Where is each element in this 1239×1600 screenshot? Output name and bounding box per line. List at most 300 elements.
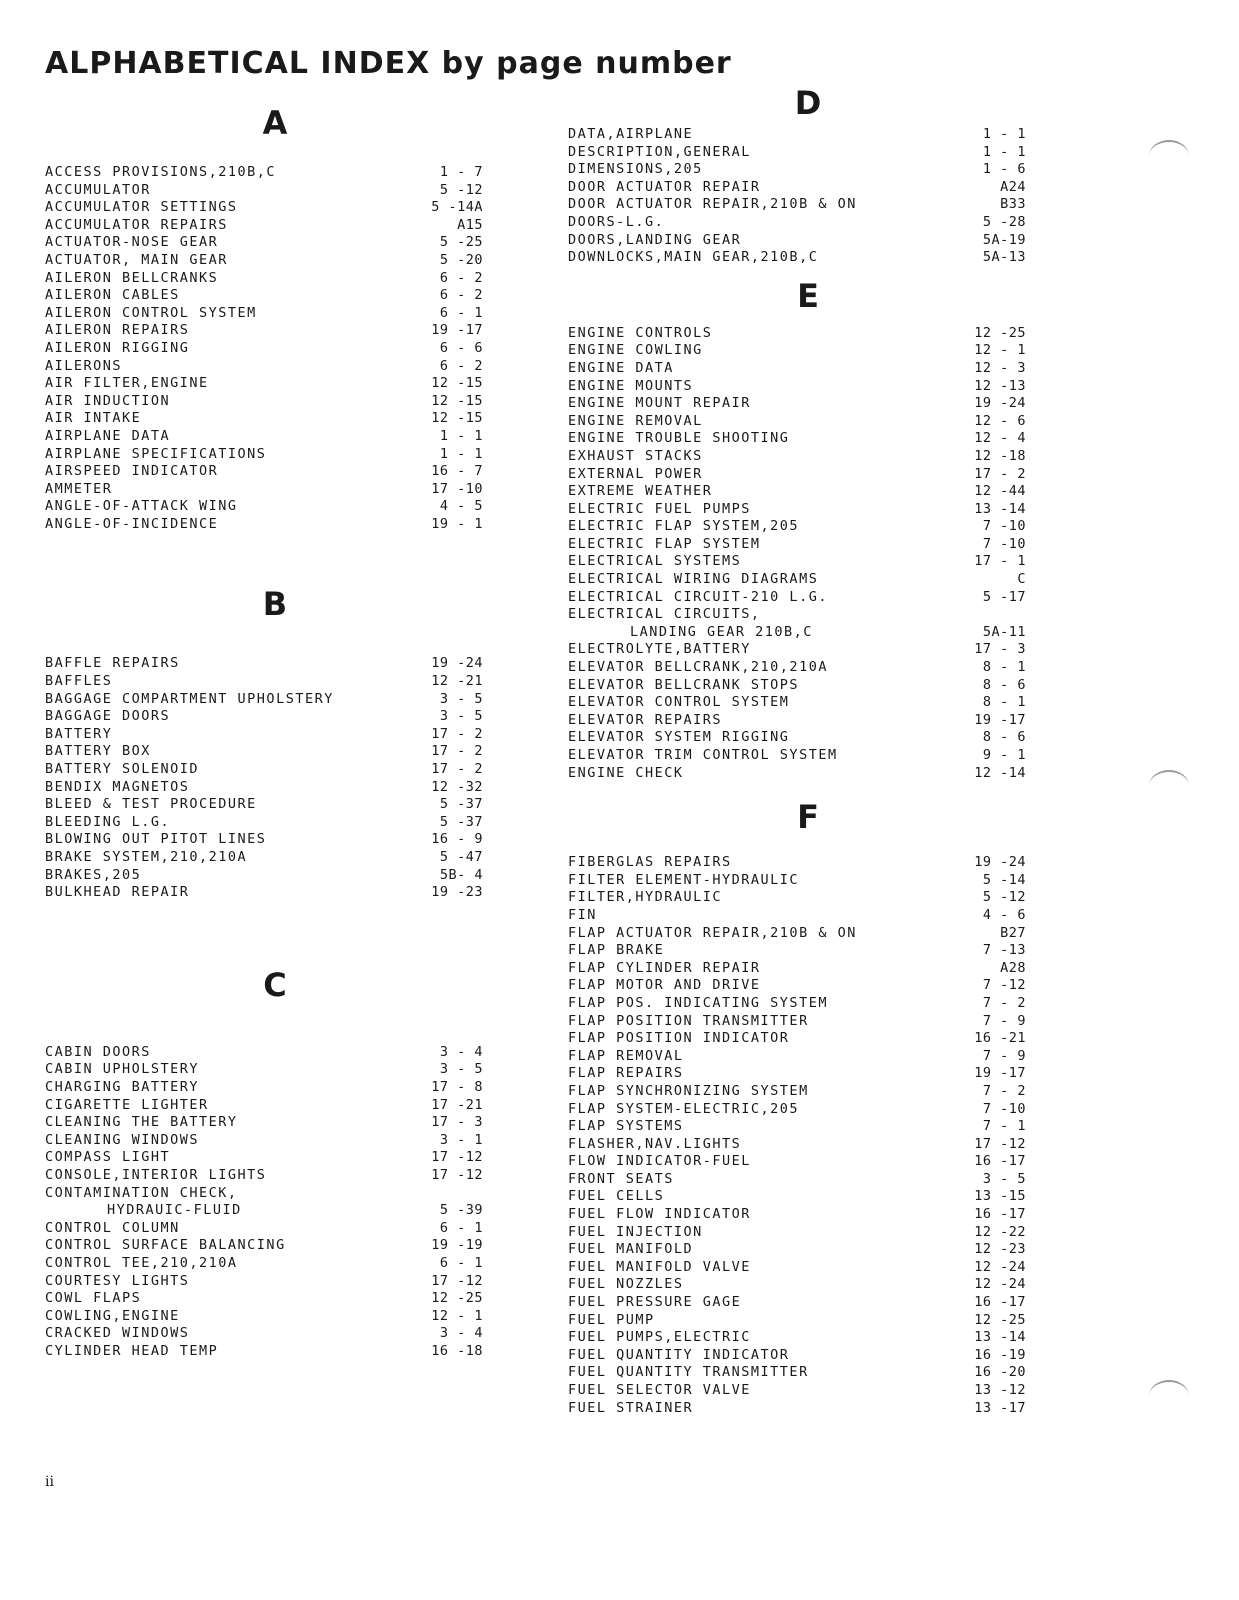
index-list-f	[568, 854, 1028, 1417]
index-page-ref: 17 - 2	[974, 465, 1026, 482]
index-entry	[568, 126, 1028, 144]
index-term: ELECTRICAL SYSTEMS	[568, 553, 742, 570]
index-term: AIR INDUCTION	[45, 392, 171, 409]
index-page-ref: 12 -23	[974, 1241, 1026, 1258]
index-entry	[568, 536, 1028, 554]
index-entry	[45, 234, 505, 252]
index-term: COMPASS LIGHT	[45, 1149, 171, 1166]
index-entry	[568, 1118, 1028, 1136]
index-page-ref: 5B- 4	[439, 866, 483, 883]
index-term: ELEVATOR TRIM CONTROL SYSTEM	[568, 747, 838, 763]
index-page-ref: 17 - 1	[974, 553, 1026, 570]
index-page-ref: 8 - 6	[982, 729, 1026, 746]
index-page-ref: 6 - 2	[439, 357, 483, 374]
index-term: ACTUATOR-NOSE GEAR	[45, 234, 219, 251]
index-term: FILTER ELEMENT-HYDRAULIC	[568, 871, 800, 888]
index-entry	[568, 1013, 1028, 1031]
index-page-ref: 13 -14	[974, 500, 1026, 517]
index-page-ref: B33	[1000, 196, 1026, 213]
index-term: FUEL FLOW INDICATOR	[568, 1206, 751, 1223]
index-page-ref: 17 -10	[431, 480, 483, 497]
index-term: FLASHER,NAV.LIGHTS	[568, 1135, 742, 1152]
index-term: HYDRAUIC-FLUID	[107, 1202, 242, 1219]
index-page-ref: 1 - 1	[982, 126, 1026, 142]
index-entry	[45, 1061, 505, 1079]
index-page-ref: 17 - 2	[431, 743, 483, 760]
index-page-ref: 5 -25	[439, 234, 483, 251]
index-page-ref: 8 - 1	[982, 659, 1026, 676]
index-term: ACTUATOR, MAIN GEAR	[45, 251, 228, 268]
index-list-c	[45, 1044, 505, 1361]
index-term: FLAP POSITION TRANSMITTER	[568, 1012, 809, 1029]
index-entry	[45, 691, 505, 709]
index-entry	[45, 182, 505, 200]
index-page-ref: 16 -17	[974, 1206, 1026, 1223]
index-entry	[45, 1132, 505, 1150]
index-entry	[568, 1312, 1028, 1330]
index-term: ENGINE MOUNT REPAIR	[568, 395, 751, 412]
index-page-ref: 4 - 5	[439, 498, 483, 515]
index-entry	[568, 214, 1028, 232]
index-page-ref: A28	[1000, 959, 1026, 976]
index-entry	[45, 498, 505, 516]
index-term: AIR FILTER,ENGINE	[45, 375, 209, 392]
index-term: ELEVATOR REPAIRS	[568, 711, 723, 728]
index-list-e	[568, 325, 1028, 782]
index-entry	[45, 1255, 505, 1273]
index-entry	[568, 641, 1028, 659]
index-page-ref: 12 -25	[974, 324, 1026, 341]
index-page-ref: 12 -13	[974, 377, 1026, 394]
index-page-ref: 6 - 1	[439, 1254, 483, 1271]
index-page-ref: 5 -20	[439, 251, 483, 268]
index-entry	[568, 378, 1028, 396]
index-entry	[568, 729, 1028, 747]
index-page-ref: B27	[1000, 924, 1026, 941]
index-entry	[45, 1308, 505, 1326]
index-page-ref: 7 - 2	[982, 994, 1026, 1011]
index-entry	[568, 196, 1028, 214]
index-entry	[568, 624, 1028, 642]
index-entry	[568, 342, 1028, 360]
index-list-a	[45, 164, 505, 533]
index-term: CABIN DOORS	[45, 1043, 151, 1060]
index-page-ref: C	[1017, 571, 1026, 588]
index-entry	[568, 1206, 1028, 1224]
index-entry	[568, 694, 1028, 712]
index-entry	[568, 571, 1028, 589]
index-term: FIBERGLAS REPAIRS	[568, 854, 732, 871]
index-page-ref: 16 -19	[974, 1346, 1026, 1363]
index-entry	[568, 1347, 1028, 1365]
index-term: AILERON BELLCRANKS	[45, 269, 219, 286]
index-entry	[45, 1079, 505, 1097]
index-entry	[568, 765, 1028, 783]
index-term: DIMENSIONS,205	[568, 161, 703, 178]
index-page-ref: 7 -13	[982, 942, 1026, 959]
index-page-ref: 12 -15	[431, 410, 483, 427]
index-page-ref: A15	[457, 216, 483, 233]
index-page-ref: 16 -18	[431, 1342, 483, 1359]
index-entry	[45, 270, 505, 288]
index-page-ref: 19 -24	[431, 655, 483, 672]
index-entry	[45, 410, 505, 428]
index-term: FLAP REMOVAL	[568, 1047, 684, 1064]
binder-hole-mark	[1149, 1380, 1189, 1412]
index-entry	[45, 831, 505, 849]
index-term: ACCUMULATOR	[45, 181, 151, 198]
section-letter-d: D	[794, 84, 822, 122]
index-entry	[45, 673, 505, 691]
index-term: CLEANING THE BATTERY	[45, 1114, 238, 1131]
index-entry	[568, 925, 1028, 943]
index-page-ref: 9 - 1	[982, 747, 1026, 763]
index-entry	[568, 395, 1028, 413]
index-page-ref: 8 - 1	[982, 694, 1026, 711]
index-term: EXHAUST STACKS	[568, 447, 703, 464]
index-term: ANGLE-OF-ATTACK WING	[45, 498, 238, 515]
index-page-ref: 13 -17	[974, 1399, 1026, 1416]
index-page-ref: 7 - 2	[982, 1082, 1026, 1099]
index-entry	[568, 144, 1028, 162]
index-term: CONTROL TEE,210,210A	[45, 1254, 238, 1271]
index-term: AILERON CONTROL SYSTEM	[45, 304, 257, 321]
index-entry	[45, 743, 505, 761]
index-entry	[45, 1044, 505, 1062]
index-page-ref: 6 - 1	[439, 304, 483, 321]
index-term: COWLING,ENGINE	[45, 1307, 180, 1324]
index-entry	[45, 849, 505, 867]
index-term: CIGARETTE LIGHTER	[45, 1096, 209, 1113]
index-page-ref: 7 - 9	[982, 1012, 1026, 1029]
index-page-ref: 6 - 2	[439, 287, 483, 304]
index-term: BATTERY SOLENOID	[45, 761, 200, 778]
page-number: ii	[45, 1474, 54, 1490]
index-page-ref: 7 - 9	[982, 1047, 1026, 1064]
index-page-ref: 5 -39	[439, 1202, 483, 1219]
index-entry	[568, 1188, 1028, 1206]
index-term: CONTROL COLUMN	[45, 1219, 180, 1236]
index-page-ref: 3 - 5	[982, 1170, 1026, 1187]
index-entry	[45, 1325, 505, 1343]
left-column	[45, 100, 505, 1360]
index-page-ref: 17 -12	[431, 1272, 483, 1289]
index-term: ENGINE CONTROLS	[568, 324, 713, 341]
index-page-ref: 12 - 3	[974, 359, 1026, 376]
index-page-ref: A24	[1000, 178, 1026, 195]
index-term: CLEANING WINDOWS	[45, 1131, 200, 1148]
index-term: FLAP POSITION INDICATOR	[568, 1030, 790, 1047]
index-entry	[45, 322, 505, 340]
index-term: DOWNLOCKS,MAIN GEAR,210B,C	[568, 249, 819, 266]
binder-hole-mark	[1149, 770, 1189, 802]
index-page-ref: 17 - 2	[431, 725, 483, 742]
index-term: AILERON CABLES	[45, 287, 180, 304]
index-page-ref: 7 - 1	[982, 1118, 1026, 1135]
index-entry	[568, 1224, 1028, 1242]
index-term: ENGINE CHECK	[568, 764, 684, 781]
page-title: ALPHABETICAL INDEX by page number	[45, 46, 732, 81]
index-page-ref: 5 -28	[982, 213, 1026, 230]
index-term: FLOW INDICATOR-FUEL	[568, 1153, 751, 1170]
index-page-ref: 17 - 8	[431, 1078, 483, 1095]
index-term: ANGLE-OF-INCIDENCE	[45, 515, 219, 532]
index-term: AMMETER	[45, 480, 113, 497]
index-entry	[45, 867, 505, 885]
index-term: EXTERNAL POWER	[568, 465, 703, 482]
index-term: ELEVATOR BELLCRANK STOPS	[568, 676, 800, 693]
index-page-ref: 8 - 6	[982, 676, 1026, 693]
index-term: AILERONS	[45, 357, 123, 374]
index-entry	[45, 1343, 505, 1361]
index-entry	[568, 161, 1028, 179]
index-entry	[45, 287, 505, 305]
index-entry	[568, 325, 1028, 343]
index-page-ref: 19 - 1	[431, 515, 483, 532]
index-term: ACCESS PROVISIONS,210B,C	[45, 164, 277, 180]
index-entry	[45, 393, 505, 411]
index-entry	[568, 1083, 1028, 1101]
index-entry	[568, 1101, 1028, 1119]
index-page-ref: 7 -12	[982, 977, 1026, 994]
index-entry	[568, 907, 1028, 925]
index-term: AIR INTAKE	[45, 410, 142, 427]
index-page-ref: 3 - 5	[439, 708, 483, 725]
index-page-ref: 3 - 4	[439, 1325, 483, 1342]
index-page-ref: 5A-19	[982, 231, 1026, 248]
index-entry	[568, 232, 1028, 250]
index-term: ENGINE MOUNTS	[568, 377, 694, 394]
index-entry	[45, 358, 505, 376]
index-entry	[45, 726, 505, 744]
index-term: BLEEDING L.G.	[45, 813, 171, 830]
index-entry	[568, 872, 1028, 890]
index-term: DATA,AIRPLANE	[568, 126, 694, 142]
index-term: ACCUMULATOR REPAIRS	[45, 216, 228, 233]
index-page-ref: 3 - 5	[439, 690, 483, 707]
index-page-ref: 19 -23	[431, 884, 483, 901]
index-term: ENGINE COWLING	[568, 342, 703, 359]
index-page-ref: 17 - 3	[431, 1114, 483, 1131]
section-letter-e: E	[797, 276, 819, 315]
index-page-ref: 6 - 1	[439, 1219, 483, 1236]
index-term: ELECTRICAL WIRING DIAGRAMS	[568, 571, 819, 588]
index-entry	[568, 747, 1028, 765]
index-page-ref: 1 - 7	[439, 164, 483, 180]
index-entry	[568, 1276, 1028, 1294]
index-entry	[45, 761, 505, 779]
index-term: BULKHEAD REPAIR	[45, 884, 190, 901]
index-term: FLAP REPAIRS	[568, 1065, 684, 1082]
index-entry	[45, 796, 505, 814]
index-term: FUEL MANIFOLD VALVE	[568, 1258, 751, 1275]
index-page-ref: 12 -24	[974, 1258, 1026, 1275]
index-page-ref: 13 -14	[974, 1329, 1026, 1346]
index-term: FLAP MOTOR AND DRIVE	[568, 977, 761, 994]
index-term: BAFFLES	[45, 673, 113, 690]
index-entry	[568, 606, 1028, 624]
index-entry	[45, 1237, 505, 1255]
index-page-ref: 12 - 4	[974, 430, 1026, 447]
index-term: FLAP SYSTEM-ELECTRIC,205	[568, 1100, 800, 1117]
index-page-ref: 4 - 6	[982, 906, 1026, 923]
index-entry	[45, 1097, 505, 1115]
index-page-ref: 19 -17	[974, 711, 1026, 728]
index-term: CONTROL SURFACE BALANCING	[45, 1237, 286, 1254]
index-term: FUEL INJECTION	[568, 1223, 703, 1240]
index-page-ref: 17 -12	[974, 1135, 1026, 1152]
index-page-ref: 12 - 1	[974, 342, 1026, 359]
index-term: BRAKE SYSTEM,210,210A	[45, 849, 248, 865]
index-term: BATTERY	[45, 725, 113, 742]
index-entry	[568, 960, 1028, 978]
index-page-ref: 13 -12	[974, 1382, 1026, 1398]
index-entry	[568, 942, 1028, 960]
index-page-ref: 17 -21	[431, 1096, 483, 1113]
index-page-ref: 16 -17	[974, 1153, 1026, 1170]
index-term: ELEVATOR CONTROL SYSTEM	[568, 694, 790, 711]
index-page-ref: 16 -21	[974, 1030, 1026, 1047]
index-term: ELECTRIC FLAP SYSTEM	[568, 535, 761, 552]
index-entry	[568, 977, 1028, 995]
index-term: FLAP SYNCHRONIZING SYSTEM	[568, 1082, 809, 1099]
index-term: CHARGING BATTERY	[45, 1078, 200, 1095]
index-entry	[45, 1273, 505, 1291]
index-term: BATTERY BOX	[45, 743, 151, 760]
index-entry	[45, 199, 505, 217]
index-entry	[568, 483, 1028, 501]
index-page-ref: 5 -12	[982, 889, 1026, 906]
index-term: AIRPLANE SPECIFICATIONS	[45, 445, 267, 462]
index-entry	[568, 1136, 1028, 1154]
index-term: BAFFLE REPAIRS	[45, 655, 180, 672]
index-page-ref: 12 - 6	[974, 412, 1026, 429]
index-page-ref: 16 -17	[974, 1294, 1026, 1311]
index-term: FUEL NOZZLES	[568, 1276, 684, 1293]
index-page-ref: 7 -10	[982, 1100, 1026, 1117]
index-entry	[45, 340, 505, 358]
index-entry	[45, 655, 505, 673]
index-entry	[568, 1030, 1028, 1048]
index-page-ref: 1 - 1	[439, 427, 483, 444]
section-letter-b: B	[262, 585, 288, 624]
index-term: CYLINDER HEAD TEMP	[45, 1342, 219, 1359]
index-page-ref: 16 - 7	[431, 463, 483, 480]
index-page-ref: 5A-13	[982, 249, 1026, 266]
index-term: AILERON REPAIRS	[45, 322, 190, 339]
index-entry	[568, 553, 1028, 571]
index-page-ref: 12 -15	[431, 375, 483, 392]
index-page-ref: 19 -17	[974, 1065, 1026, 1082]
index-page-ref: 13 -15	[974, 1188, 1026, 1205]
index-page-ref: 5 -37	[439, 813, 483, 830]
index-term: FILTER,HYDRAULIC	[568, 889, 723, 906]
index-entry	[568, 249, 1028, 267]
index-term: ELEVATOR SYSTEM RIGGING	[568, 729, 790, 746]
index-entry	[568, 518, 1028, 536]
index-page-ref: 19 -24	[974, 395, 1026, 412]
index-term: ELECTRICAL CIRCUITS,	[568, 606, 761, 623]
index-term: DOORS-L.G.	[568, 213, 665, 230]
index-page-ref: 5 -14A	[431, 199, 483, 216]
index-entry	[45, 428, 505, 446]
section-letter-f: F	[797, 798, 819, 837]
index-term: FUEL PUMPS,ELECTRIC	[568, 1329, 751, 1346]
index-entry	[568, 179, 1028, 197]
index-entry	[568, 1364, 1028, 1382]
index-entry	[568, 995, 1028, 1013]
index-entry	[568, 1171, 1028, 1189]
index-entry	[45, 814, 505, 832]
index-page-ref: 12 -25	[974, 1311, 1026, 1328]
index-term: FLAP BRAKE	[568, 942, 665, 959]
index-page-ref: 17 - 2	[431, 761, 483, 778]
index-entry	[568, 1241, 1028, 1259]
index-term: FRONT SEATS	[568, 1170, 674, 1187]
index-term: FLAP CYLINDER REPAIR	[568, 959, 761, 976]
index-page-ref: 1 - 6	[982, 161, 1026, 178]
section-letter-a: A	[262, 104, 288, 142]
index-page-ref: 12 -21	[431, 673, 483, 690]
index-term: DOOR ACTUATOR REPAIR	[568, 178, 761, 195]
index-term: EXTREME WEATHER	[568, 483, 713, 500]
index-entry	[45, 708, 505, 726]
index-entry	[45, 884, 505, 902]
index-term: DOOR ACTUATOR REPAIR,210B & ON	[568, 196, 857, 213]
index-entry	[45, 375, 505, 393]
index-page-ref: 7 -10	[982, 535, 1026, 552]
index-entry	[45, 779, 505, 797]
index-page-ref: 16 -20	[974, 1364, 1026, 1381]
index-term: BAGGAGE COMPARTMENT UPHOLSTERY	[45, 690, 334, 707]
index-entry	[45, 1114, 505, 1132]
index-entry	[568, 1382, 1028, 1400]
index-term: FLAP ACTUATOR REPAIR,210B & ON	[568, 924, 857, 941]
index-term: FLAP SYSTEMS	[568, 1118, 684, 1135]
index-page-ref: 19 -24	[974, 854, 1026, 871]
index-entry	[568, 659, 1028, 677]
index-entry	[568, 1153, 1028, 1171]
index-page-ref: 19 -17	[431, 322, 483, 339]
index-entry	[45, 446, 505, 464]
index-term: BLOWING OUT PITOT LINES	[45, 831, 267, 848]
index-term: FUEL STRAINER	[568, 1399, 694, 1416]
index-entry	[568, 1400, 1028, 1418]
index-page-ref: 17 -12	[431, 1166, 483, 1183]
index-page-ref: 12 -24	[974, 1276, 1026, 1293]
index-entry	[568, 430, 1028, 448]
index-entry	[568, 1294, 1028, 1312]
index-page-ref: 12 -25	[431, 1290, 483, 1307]
index-page-ref: 5 -17	[982, 588, 1026, 605]
index-term: AIRPLANE DATA	[45, 427, 171, 444]
index-term: ENGINE DATA	[568, 359, 674, 376]
index-page-ref: 17 -12	[431, 1149, 483, 1166]
index-entry	[568, 501, 1028, 519]
index-entry	[568, 360, 1028, 378]
index-page-ref: 6 - 6	[439, 339, 483, 356]
index-entry	[568, 1048, 1028, 1066]
index-page-ref: 16 - 9	[431, 831, 483, 848]
index-entry	[568, 889, 1028, 907]
index-page-ref: 12 -15	[431, 392, 483, 409]
index-term: CABIN UPHOLSTERY	[45, 1061, 200, 1078]
index-term: CONTAMINATION CHECK,	[45, 1184, 238, 1201]
index-entry	[45, 516, 505, 534]
section-letter-c: C	[263, 965, 287, 1004]
index-entry	[568, 448, 1028, 466]
index-term: AILERON RIGGING	[45, 339, 190, 356]
